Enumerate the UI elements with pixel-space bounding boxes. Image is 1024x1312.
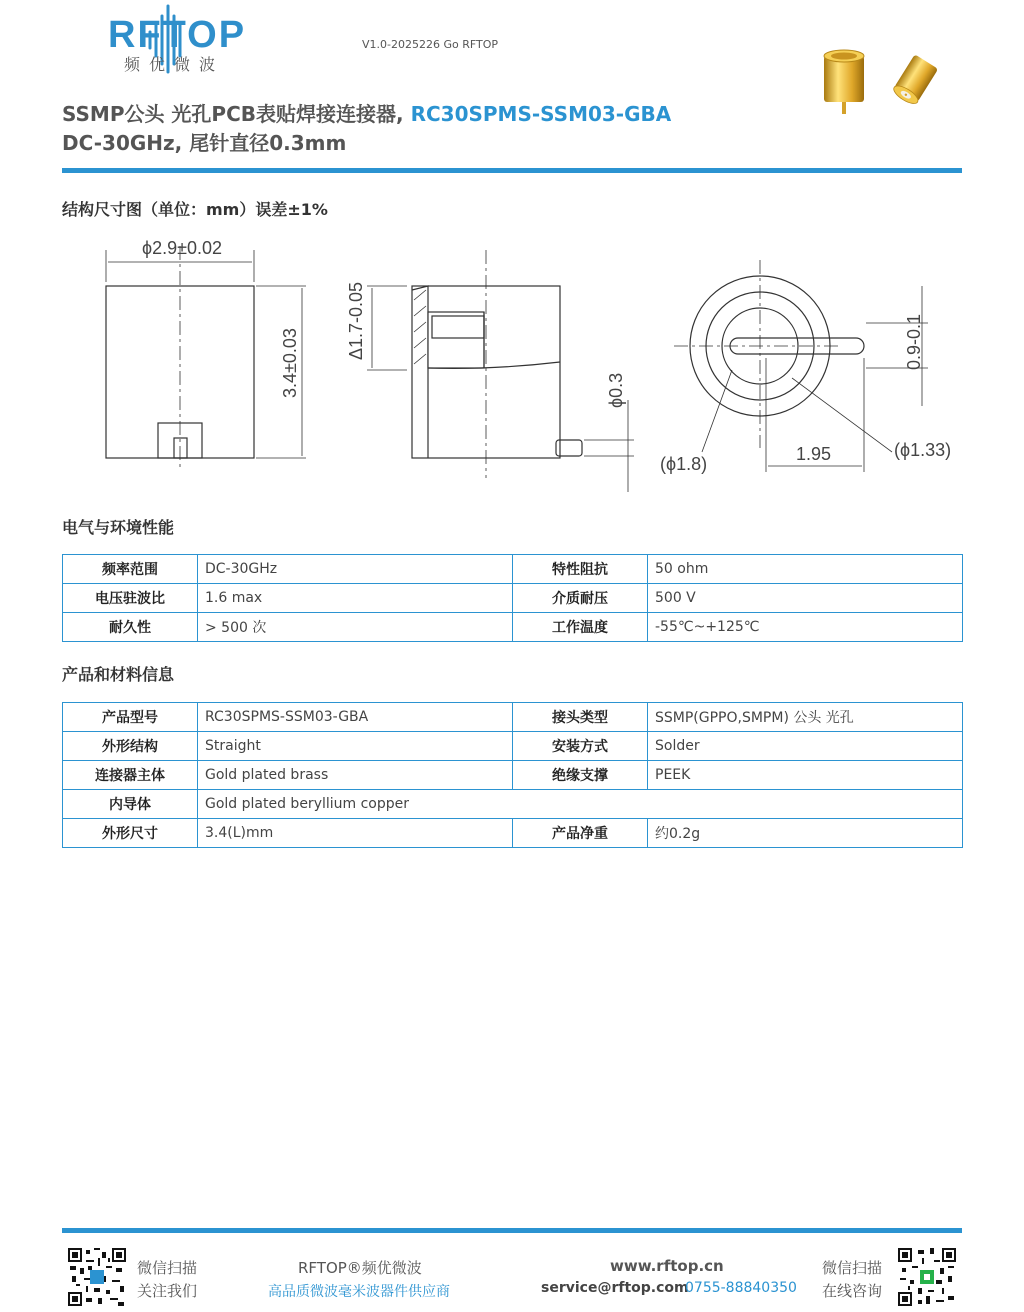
spec-key: 电压驻波比 xyxy=(63,584,198,613)
dimension-drawing xyxy=(62,230,962,500)
product-subtitle: DC-30GHz, 尾针直径0.3mm xyxy=(62,131,347,155)
table-row xyxy=(63,790,963,819)
table-row xyxy=(63,613,963,642)
table-row xyxy=(63,555,963,584)
spec-value: 500 V xyxy=(648,584,963,613)
footer-website[interactable]: www.rftop.cn xyxy=(610,1257,724,1275)
spec-key: 外形结构 xyxy=(63,732,198,761)
spec-key: 外形尺寸 xyxy=(63,819,198,848)
footer-wechat-scan-label-2: 微信扫描 xyxy=(822,1259,883,1277)
title-prefix: SSMP公头 光孔PCB表贴焊接连接器, xyxy=(62,102,411,126)
footer-consult-label: 在线咨询 xyxy=(822,1282,883,1300)
connector-photo-angled xyxy=(890,44,942,116)
material-section-title: 产品和材料信息 xyxy=(62,665,175,684)
footer-wechat-scan-label: 微信扫描 xyxy=(137,1259,198,1277)
spec-value: Gold plated beryllium copper xyxy=(198,790,963,819)
spec-value: > 500 次 xyxy=(198,613,513,642)
table-row xyxy=(63,819,963,848)
spec-key: 产品净重 xyxy=(513,819,648,848)
connector-photo-front xyxy=(818,44,870,116)
footer-slogan: 高品质微波毫米波器件供应商 xyxy=(268,1284,450,1300)
spec-value: PEEK xyxy=(648,761,963,790)
spec-key: 频率范围 xyxy=(63,555,198,584)
electrical-section-title: 电气与环境性能 xyxy=(62,518,175,537)
table-row xyxy=(63,703,963,732)
header-divider xyxy=(62,168,962,173)
wechat-follow-qr-icon[interactable] xyxy=(68,1248,126,1306)
spec-value: -55℃~+125℃ xyxy=(648,613,963,642)
version-label: V1.0-2025226 Go RFTOP xyxy=(362,38,499,51)
dim-pin-length: 1.95 xyxy=(796,444,832,464)
spec-value: Gold plated brass xyxy=(198,761,513,790)
spec-key: 特性阻抗 xyxy=(513,555,648,584)
spec-key: 产品型号 xyxy=(63,703,198,732)
spec-key: 耐久性 xyxy=(63,613,198,642)
footer-follow-us-label: 关注我们 xyxy=(137,1282,198,1300)
spec-value: RC30SPMS-SSM03-GBA xyxy=(198,703,513,732)
spec-value: 3.4(L)mm xyxy=(198,819,513,848)
dimension-section-title: 结构尺寸图（单位：mm）误差±1% xyxy=(62,200,328,219)
spec-key: 工作温度 xyxy=(513,613,648,642)
spec-value: 50 ohm xyxy=(648,555,963,584)
dim-height: 3.4±0.03 xyxy=(280,328,300,398)
spec-value: SSMP(GPPO,SMPM) 公头 光孔 xyxy=(648,703,963,732)
spec-value: DC-30GHz xyxy=(198,555,513,584)
dim-outer-diameter: (ϕ1.8) xyxy=(660,454,708,474)
footer-email[interactable]: service@rftop.com xyxy=(541,1280,689,1296)
footer-brand: RFTOP®频优微波 xyxy=(298,1259,422,1277)
spec-key: 介质耐压 xyxy=(513,584,648,613)
table-row xyxy=(63,732,963,761)
spec-key: 安装方式 xyxy=(513,732,648,761)
spec-key: 绝缘支撑 xyxy=(513,761,648,790)
wechat-consult-qr-icon[interactable] xyxy=(898,1248,956,1306)
dim-pin-diameter: ϕ0.3 xyxy=(606,372,626,408)
part-number-link[interactable]: RC30SPMS-SSM03-GBA xyxy=(410,102,672,126)
footer-divider xyxy=(62,1228,962,1233)
footer-phone[interactable]: 0755-88840350 xyxy=(685,1280,797,1296)
product-title xyxy=(62,98,671,127)
material-spec-table xyxy=(62,702,963,848)
spec-value: Straight xyxy=(198,732,513,761)
table-row xyxy=(63,584,963,613)
spec-key: 接头类型 xyxy=(513,703,648,732)
spec-value: Solder xyxy=(648,732,963,761)
spec-key: 内导体 xyxy=(63,790,198,819)
dim-side-offset: 0.9-0.1 xyxy=(904,313,924,370)
spec-key: 连接器主体 xyxy=(63,761,198,790)
spec-value: 约0.2g xyxy=(648,819,963,848)
table-row xyxy=(63,761,963,790)
spec-value: 1.6 max xyxy=(198,584,513,613)
dim-depth: Δ1.7-0.05 xyxy=(346,281,366,360)
dim-body-diameter: ϕ2.9±0.02 xyxy=(142,238,223,258)
dim-inner-diameter: (ϕ1.33) xyxy=(894,440,952,460)
electrical-spec-table xyxy=(62,554,963,642)
logo-chinese-name: 频优微波 xyxy=(124,55,225,74)
logo-wordmark: RFTOP xyxy=(108,14,247,56)
